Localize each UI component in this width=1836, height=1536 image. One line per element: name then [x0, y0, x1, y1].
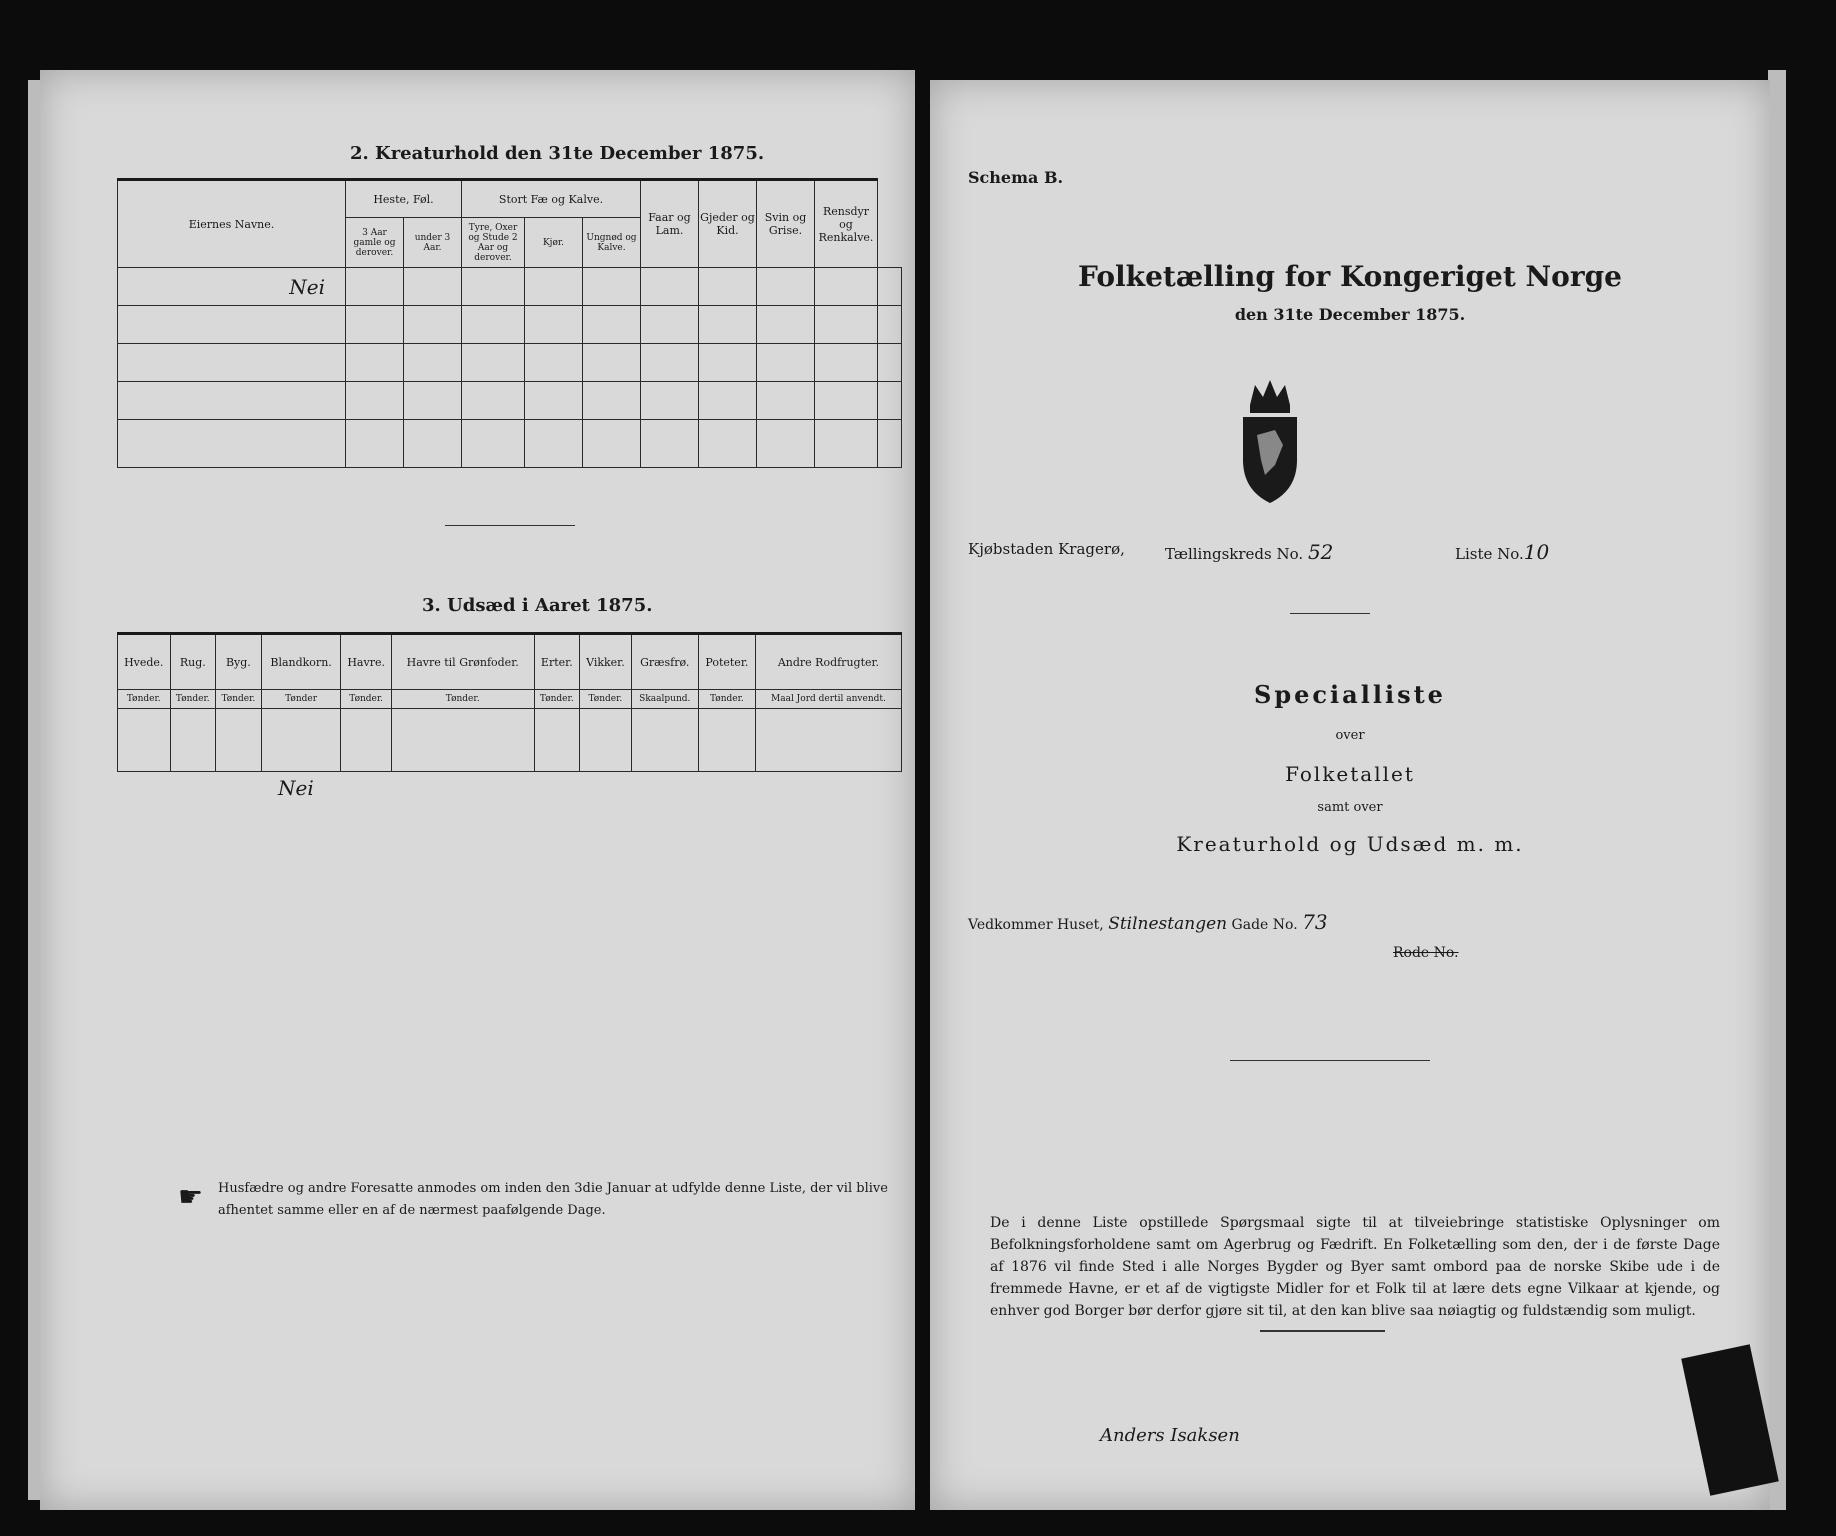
coat-of-arms-svg — [1225, 375, 1315, 505]
census-date: den 31te December 1875. — [1234, 305, 1466, 324]
crop-unit: Tønder. — [698, 690, 755, 708]
district-line — [1165, 540, 1333, 564]
table-cell — [525, 268, 583, 306]
crop-header: Byg. — [216, 634, 262, 690]
crop-header: Rug. — [170, 634, 216, 690]
crop-names-row — [118, 634, 902, 690]
table-cell — [699, 268, 757, 306]
house-label: Vedkommer Huset, — [968, 917, 1104, 933]
crops-entry: Nei — [278, 776, 314, 800]
crop-unit: Tønder. — [341, 690, 391, 708]
crop-header: Erter. — [534, 634, 580, 690]
cattle-header: Stort Fæ og Kalve. — [462, 180, 641, 218]
horses-3yr-header: 3 Aar gamle og derover. — [346, 218, 404, 268]
city-line — [968, 540, 1125, 558]
city-name: Kragerø — [1058, 540, 1121, 558]
crop-value-cell — [534, 708, 580, 771]
crop-header: Blandkorn. — [261, 634, 341, 690]
table-row — [118, 344, 902, 382]
crop-header: Havre. — [341, 634, 391, 690]
table-cell — [346, 268, 404, 306]
table-cell — [641, 268, 699, 306]
crop-unit: Tønder. — [170, 690, 216, 708]
over-text: over — [1335, 728, 1365, 743]
district-label: Tællingskreds No. — [1165, 545, 1304, 563]
crop-value-cell — [216, 708, 262, 771]
census-title: Folketælling for Kongeriget Norge — [1078, 260, 1622, 293]
crop-value-cell — [755, 708, 901, 771]
right-page — [930, 80, 1770, 1510]
crop-header: Poteter. — [698, 634, 755, 690]
crop-unit: Tønder. — [580, 690, 632, 708]
folketallet-heading: Folketallet — [1285, 762, 1415, 786]
pigs-header: Svin og Grise. — [757, 180, 815, 268]
livestock-entry — [118, 268, 346, 306]
pointing-hand-icon: ☛ — [178, 1180, 204, 1213]
city-label: Kjøbstaden — [968, 540, 1054, 558]
table-row — [118, 420, 902, 468]
crop-unit: Tønder — [261, 690, 341, 708]
table-row — [118, 382, 902, 420]
crop-value-cell — [391, 708, 534, 771]
table-cell — [815, 268, 878, 306]
table-cell — [757, 268, 815, 306]
district-number: 52 — [1307, 540, 1334, 564]
livestock-table — [117, 178, 902, 468]
crop-header: Hvede. — [118, 634, 171, 690]
crop-header: Vikker. — [580, 634, 632, 690]
signature: Anders Isaksen — [1100, 1425, 1240, 1446]
list-label: Liste No. — [1455, 545, 1524, 563]
rode-label: Rode No. — [1393, 945, 1459, 961]
reindeer-header: Rensdyr og Renkalve. — [815, 180, 878, 268]
horses-under3-header: under 3 Aar. — [404, 218, 462, 268]
crop-unit: Tønder. — [534, 690, 580, 708]
crop-values-row — [118, 708, 902, 771]
crop-unit: Tønder. — [391, 690, 534, 708]
list-line — [1455, 540, 1549, 564]
table-cell — [583, 268, 641, 306]
cattle-young-header: Ungnød og Kalve. — [583, 218, 641, 268]
schema-label: Schema B. — [968, 168, 1064, 187]
section3-title: 3. Udsæd i Aaret 1875. — [422, 595, 653, 616]
right-page-edge — [1768, 70, 1786, 1510]
table-row — [118, 306, 902, 344]
table-cell — [462, 268, 525, 306]
left-page — [40, 70, 915, 1510]
kreaturhold-heading: Kreaturhold og Udsæd m. m. — [1176, 832, 1524, 856]
divider-rule — [1290, 613, 1370, 614]
city-separator: , — [1120, 540, 1125, 558]
list-number: 10 — [1523, 540, 1550, 564]
crop-value-cell — [341, 708, 391, 771]
divider-rule — [1230, 1060, 1430, 1061]
specialliste-heading: Specialliste — [1254, 680, 1446, 709]
crop-unit: Skaalpund. — [631, 690, 698, 708]
table-cell — [404, 268, 462, 306]
crop-value-cell — [261, 708, 341, 771]
crop-unit: Tønder. — [118, 690, 171, 708]
cattle-bulls-header: Tyre, Oxer og Stude 2 Aar og derover. — [462, 218, 525, 268]
crop-value-cell — [118, 708, 171, 771]
crop-value-cell — [631, 708, 698, 771]
notice-text: Husfædre og andre Foresatte anmodes om inden den 3die Januar at udfylde denne Liste, der vil blive afhentet samme eller en af de nærmest paafølgende Dage. — [218, 1181, 888, 1218]
crop-units-row — [118, 690, 902, 708]
sheep-header: Faar og Lam. — [641, 180, 699, 268]
section2-title: 2. Kreaturhold den 31te December 1875. — [350, 143, 765, 164]
house-name: Stilnestangen — [1108, 914, 1228, 934]
crops-grid — [117, 632, 902, 772]
crop-unit: Tønder. — [216, 690, 262, 708]
explanation-paragraph: De i denne Liste opstillede Spørgsmaal sigte til at tilveiebringe statistiske Oplysninger om Befolkningsforholdene samt om Agerbrug og Fædrift. En Folketælling som den, der i de første Dage af 1876 vil finde Sted i alle Norges Bygder og Byer samt ombord paa de norske Skibe ude i de fremmede Havne, er et af de vigtigste Midler for et Folk til at lære dets egne Vilkaar at kjende, og enhver god Borger bør derfor gjøre sit til, at den kan blive saa nøiagtig og fuldstændig som muligt. — [990, 1215, 1720, 1319]
cattle-cows-header: Kjør. — [525, 218, 583, 268]
gade-label: Gade No. — [1231, 917, 1298, 933]
gade-number: 73 — [1302, 910, 1328, 934]
horses-header: Heste, Føl. — [346, 180, 462, 218]
crop-value-cell — [580, 708, 632, 771]
crop-header: Havre til Grønfoder. — [391, 634, 534, 690]
divider-rule — [445, 525, 575, 526]
crop-header: Græsfrø. — [631, 634, 698, 690]
crop-unit: Maal Jord dertil anvendt. — [755, 690, 901, 708]
samt-over-text: samt over — [1317, 800, 1383, 815]
divider-rule — [1260, 1330, 1385, 1332]
owner-names-header: Eiernes Navne. — [118, 180, 346, 268]
table-cell — [878, 268, 902, 306]
goats-header: Gjeder og Kid. — [699, 180, 757, 268]
crop-value-cell — [170, 708, 216, 771]
coat-of-arms-icon — [1225, 375, 1315, 509]
crop-value-cell — [698, 708, 755, 771]
livestock-entry-text: Nei — [289, 274, 325, 299]
crop-header: Andre Rodfrugter. — [755, 634, 901, 690]
house-line — [968, 910, 1328, 934]
